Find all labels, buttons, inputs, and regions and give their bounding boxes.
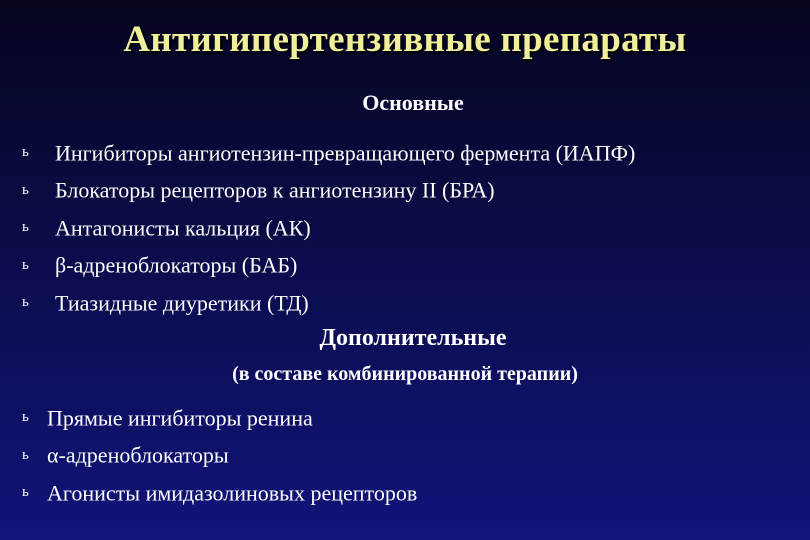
list-item-text: α-адреноблокаторы — [47, 442, 229, 468]
list-item — [22, 435, 417, 472]
bullet-marker: ь — [22, 446, 29, 463]
main-drug-list — [22, 133, 635, 320]
list-item — [22, 133, 635, 170]
bullet-marker: ь — [22, 256, 29, 273]
main-section-heading: Основные — [362, 90, 464, 115]
bullet-marker: ь — [22, 219, 29, 236]
bullet-marker: ь — [22, 409, 29, 426]
list-item-text: Ингибиторы ангиотензин-превращающего фермента (ИАПФ) — [55, 140, 636, 166]
list-item — [22, 245, 635, 282]
list-item-text: β-адреноблокаторы (БАБ) — [55, 252, 298, 278]
list-item — [22, 398, 417, 435]
list-item — [22, 473, 417, 510]
slide-title: Антигипертензивные препараты — [123, 19, 687, 60]
extra-drug-list — [22, 398, 417, 510]
list-item-text: Блокаторы рецепторов к ангиотензину II (БРА) — [55, 177, 495, 203]
list-item-text: Антагонисты кальция (АК) — [55, 215, 311, 241]
bullet-marker: ь — [22, 484, 29, 501]
list-item-text: Прямые ингибиторы ренина — [47, 405, 313, 431]
extra-section-subheading: (в составе комбинированной терапии) — [232, 363, 578, 385]
list-item — [22, 170, 635, 207]
extra-section-heading: Дополнительные — [319, 325, 507, 351]
list-item — [22, 283, 635, 320]
bullet-marker: ь — [22, 144, 29, 161]
list-item-text: Агонисты имидазолиновых рецепторов — [47, 480, 418, 506]
list-item-text: Тиазидные диуретики (ТД) — [55, 290, 309, 316]
bullet-marker: ь — [22, 294, 29, 311]
bullet-marker: ь — [22, 181, 29, 198]
list-item — [22, 208, 635, 245]
